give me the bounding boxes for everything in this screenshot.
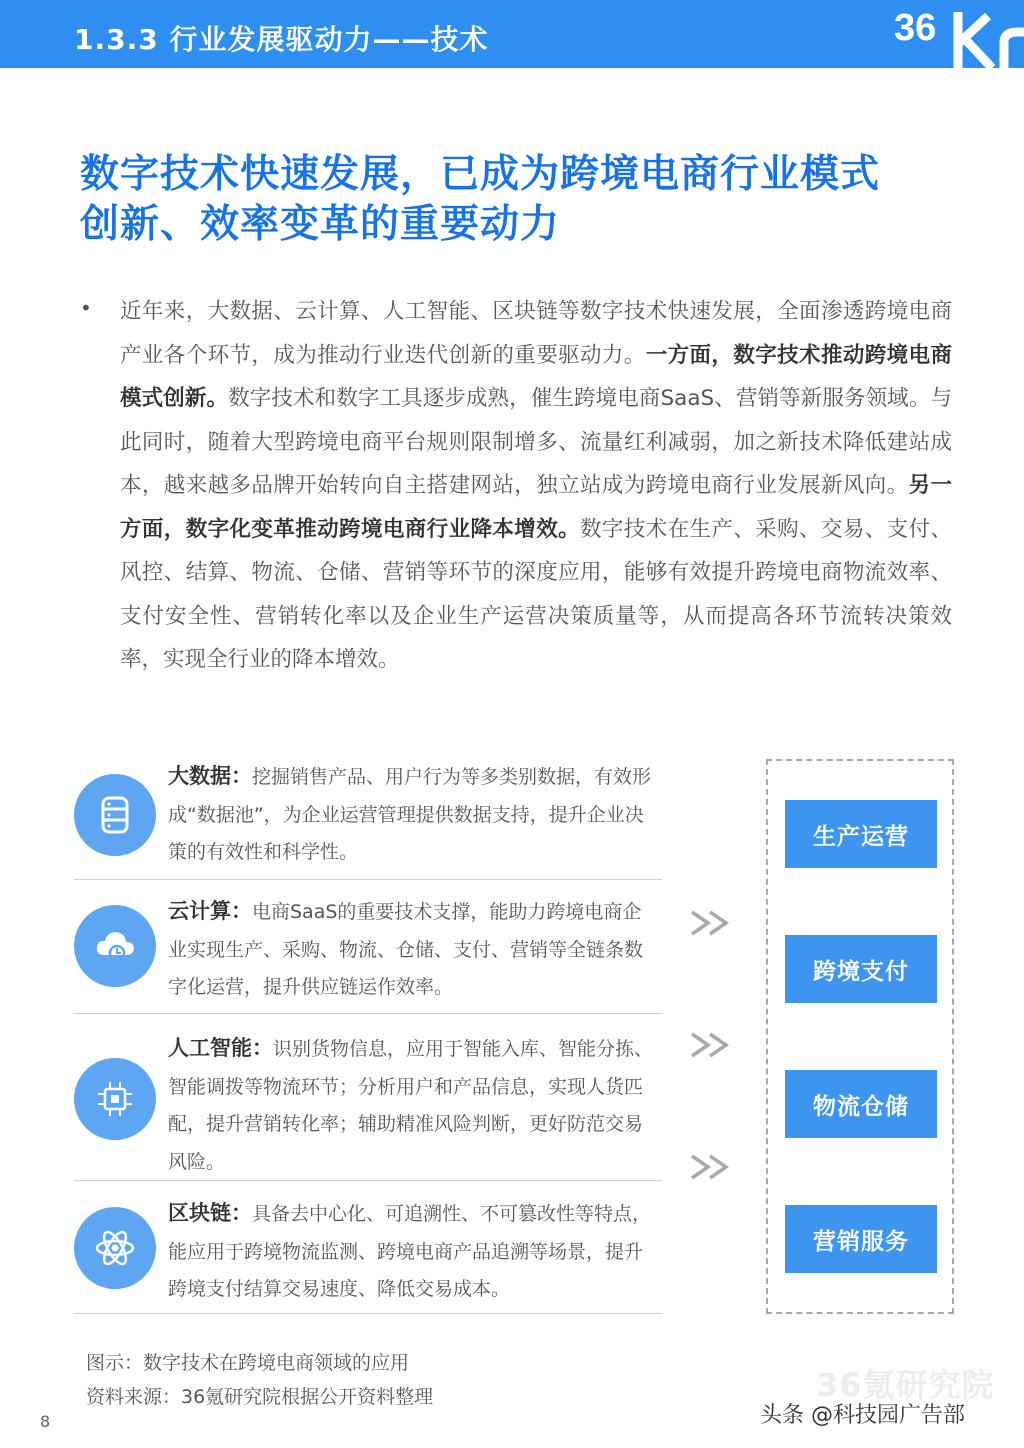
- svg-text:36: 36: [894, 7, 937, 49]
- bullet-icon: •: [80, 296, 92, 320]
- tech-text: [168, 1030, 658, 1181]
- tech-desc: 具备去中心化、可追溯性、不可篡改性等特点，能应用于跨境物流监测、跨境电商产品追溯等场景，提升跨境支付结算交易速度、降低交易成本。: [168, 1203, 652, 1300]
- application-tag: 物流仓储: [785, 1070, 937, 1138]
- paragraph-text-3: 数字技术在生产、采购、交易、支付、风控、结算、物流、仓储、营销等环节的深度应用，能够有效提升跨境电商物流效率、支付安全性、营销转化率以及企业生产运营决策质量等，从而提高各环节流转决策效率，实现全行业的降本增效。: [120, 516, 952, 672]
- database-icon: [74, 774, 156, 856]
- page-headline: [80, 150, 960, 250]
- double-chevron-right-icon: [688, 908, 736, 938]
- atom-icon: [74, 1207, 156, 1289]
- paragraph-text-1: 近年来，大数据、云计算、人工智能、区块链等数字技术快速发展，全面渗透跨境电商产业各个环节，成为推动行业迭代创新的重要驱动力。: [120, 299, 952, 368]
- section-title: 1.3.3 行业发展驱动力——技术: [74, 23, 489, 56]
- tech-item-big-data: [74, 758, 662, 874]
- application-tag: 营销服务: [785, 1205, 937, 1273]
- tech-name: 区块链：: [168, 1201, 252, 1225]
- tech-desc: 识别货物信息，应用于智能入库、智能分拣、智能调拨等物流环节；分析用户和产品信息，实现人货匹配，提升营销转化率；辅助精准风险判断，更好防范交易风险。: [168, 1038, 654, 1173]
- double-chevron-right-icon: [688, 1030, 736, 1060]
- caption-source: 资料来源：36氪研究院根据公开资料整理: [86, 1386, 434, 1408]
- tech-name: 大数据：: [168, 764, 252, 788]
- divider: [74, 1013, 662, 1014]
- brand-logo: [892, 2, 1024, 68]
- body-paragraph: [120, 290, 952, 682]
- tech-item-ai: [74, 1030, 662, 1175]
- headline-line-2: 创新、效率变革的重要动力: [80, 202, 561, 247]
- tech-desc: 电商SaaS的重要技术支撑，能助力跨境电商企业实现生产、采购、物流、仓储、支付、营销等全链条数字化运营，提升供应链运作效率。: [168, 901, 644, 998]
- paragraph-bold-1: 一方面，数字技术推动跨境电商模式创新。: [120, 342, 952, 411]
- application-tag: 生产运营: [785, 800, 937, 868]
- tech-name: 人工智能：: [168, 1036, 273, 1060]
- headline-line-1: 数字技术快速发展，已成为跨境电商行业模式: [80, 152, 881, 197]
- tech-item-cloud: [74, 893, 662, 1009]
- platform-watermark: 头条 @科技园广告部: [760, 1403, 965, 1428]
- figure-caption: [86, 1346, 433, 1414]
- page-number: 8: [40, 1412, 51, 1431]
- tech-text: [168, 1195, 658, 1309]
- tech-name: 云计算：: [168, 899, 252, 923]
- tech-item-blockchain: [74, 1195, 662, 1311]
- tech-text: [168, 893, 658, 1007]
- divider: [74, 879, 662, 880]
- cloud-icon: [74, 905, 156, 987]
- divider: [74, 1180, 662, 1181]
- double-chevron-right-icon: [688, 1152, 736, 1182]
- tech-text: [168, 758, 658, 872]
- paragraph-bold-2: 另一方面，数字化变革推动跨境电商行业降本增效。: [120, 473, 952, 542]
- paragraph-text-2: 数字技术和数字工具逐步成熟，催生跨境电商SaaS、营销等新服务领域。与此同时，随着大型跨境电商平台规则限制增多、流量红利减弱，加之新技术降低建站成本，越来越多品牌开始转向自主搭建网站，独立站成为跨境电商行业发展新风向。: [120, 386, 952, 498]
- divider: [74, 1313, 662, 1314]
- section-header-bar: [0, 0, 1024, 68]
- application-tag: 跨境支付: [785, 935, 937, 1003]
- watermark: 36氪研究院: [816, 1366, 995, 1404]
- tech-desc: 挖掘销售产品、用户行为等多类别数据，有效形成“数据池”，为企业运营管理提供数据支持，提升企业决策的有效性和科学性。: [168, 766, 652, 863]
- chip-icon: [74, 1058, 156, 1140]
- caption-figure: 图示：数字技术在跨境电商领域的应用: [86, 1352, 410, 1374]
